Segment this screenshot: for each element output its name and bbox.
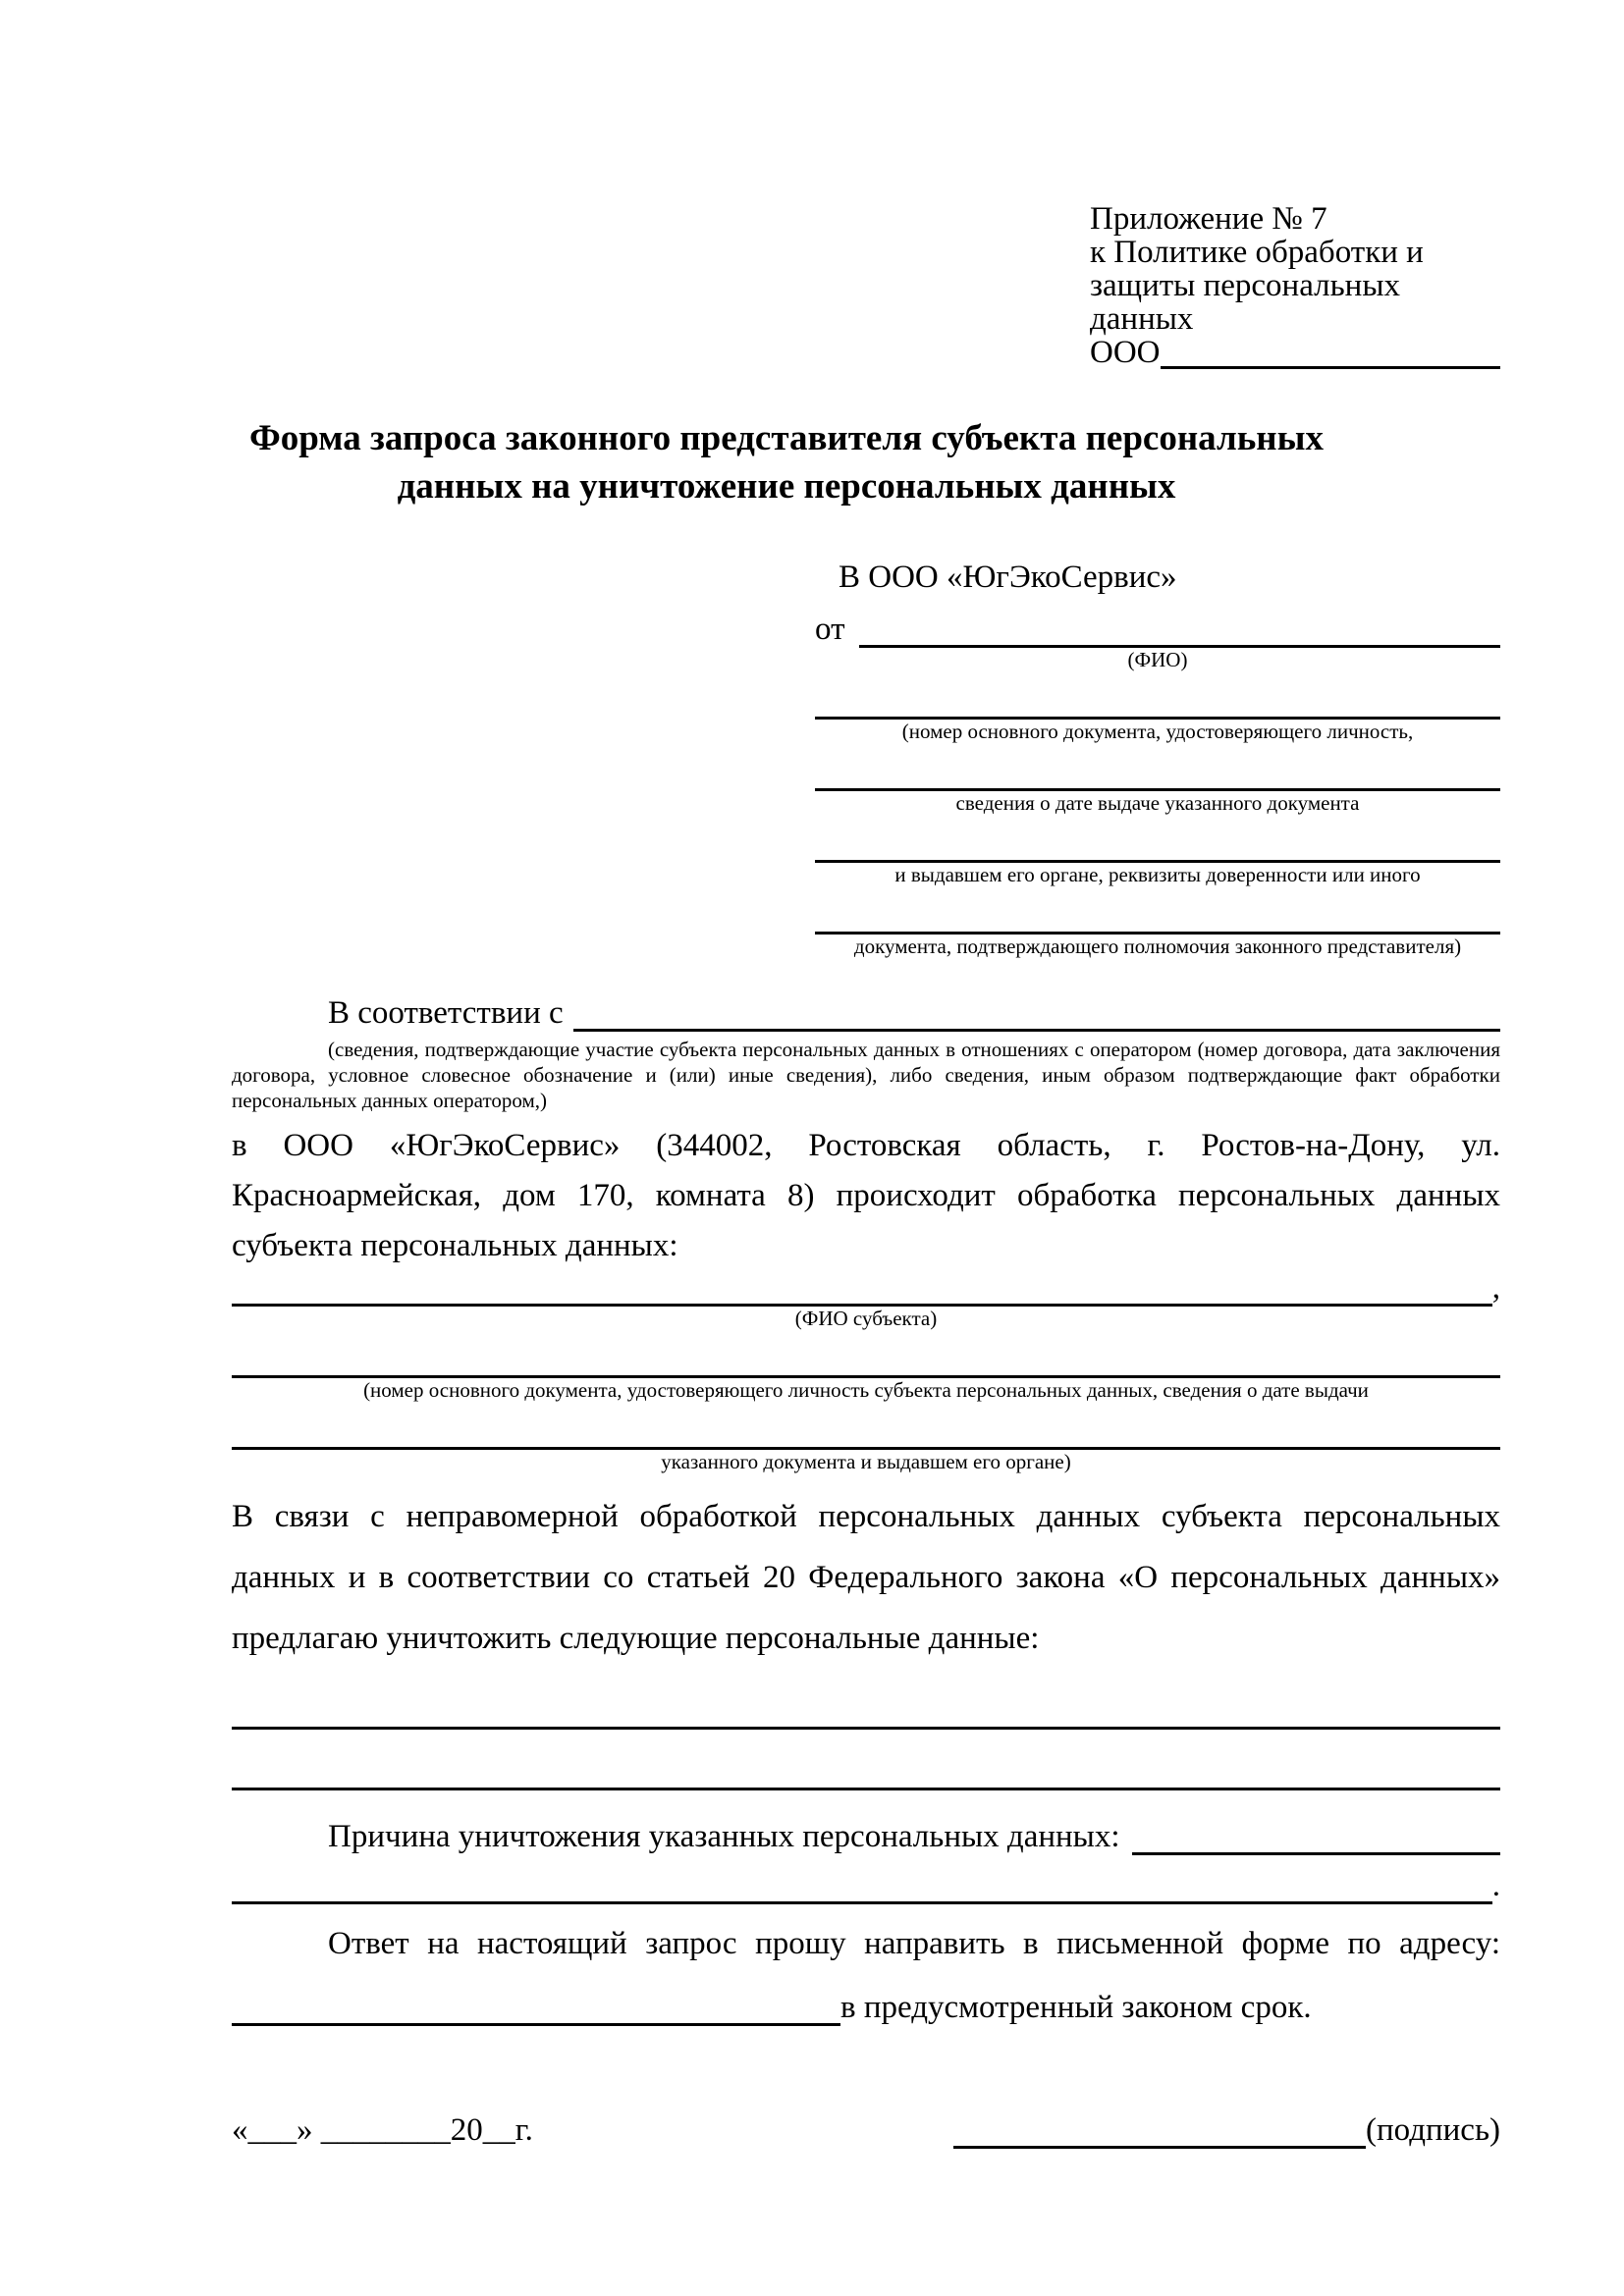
footer-row — [232, 2110, 1500, 2149]
reason-row — [232, 1812, 1500, 1855]
annex-line: защиты персональных данных — [1090, 268, 1400, 337]
reason-blank-line — [1132, 1852, 1500, 1855]
company-name-blank-line — [1161, 366, 1501, 369]
representative-doc-blank-line — [815, 887, 1500, 934]
representative-doc-blank-line — [815, 672, 1500, 720]
data-blank-line — [232, 1727, 1500, 1730]
reply-paragraph-line-1: Ответ на настоящий запрос прошу направить в письменной форме по адресу: — [328, 1926, 1500, 1961]
subject-doc-blank-line — [232, 1403, 1500, 1450]
date-line: «___» ________20__г. — [232, 2112, 533, 2148]
doc-caption: сведения о дате выдаче указанного документа — [955, 791, 1360, 815]
reply-line-2-text: в предусмотренный законом срок. — [840, 1990, 1312, 2025]
signature-block — [953, 2110, 1500, 2149]
subject-doc-caption: (номер основного документа, удостоверяющего личность субъекта персональных данных, сведения о дате выдачи — [363, 1378, 1369, 1402]
annex-line: Приложение № 7 — [1090, 201, 1327, 237]
reason-continuation-row — [232, 1869, 1500, 1904]
representative-doc-blank-line — [815, 816, 1500, 863]
page-content — [232, 0, 1500, 2149]
trailing-period: . — [1491, 1868, 1500, 1903]
fio-caption: (ФИО) — [1127, 648, 1188, 671]
accordance-row — [232, 988, 1500, 1032]
reply-paragraph-line-2 — [232, 1979, 1500, 2026]
from-label: от — [815, 612, 845, 647]
annex-block — [1090, 202, 1500, 369]
subject-fio-caption: (ФИО субъекта) — [794, 1307, 938, 1330]
signature-blank-line — [953, 2110, 1366, 2149]
representative-doc-blank-line — [815, 744, 1500, 791]
subject-doc-blank-line — [232, 1331, 1500, 1378]
request-paragraph: В связи с неправомерной обработкой персональных данных субъекта персональных данных и в соответствии со статьей 20 Федерального закона «О персональных данных» предлагаю уничтожить следующие персональные данные: — [232, 1499, 1500, 1656]
subject-fio-row — [232, 1271, 1500, 1307]
annex-line: к Политике обработки и — [1090, 235, 1424, 270]
accordance-label: В соответствии с — [328, 995, 564, 1031]
accordance-blank-line — [573, 1029, 1500, 1032]
signature-caption: (подпись) — [1366, 2112, 1500, 2148]
reason-label: Причина уничтожения указанных персональных данных: — [328, 1819, 1120, 1854]
subject-doc-caption: указанного документа и выдавшем его органе) — [661, 1450, 1071, 1473]
title-line-2: данных на уничтожение персональных данных — [397, 466, 1176, 507]
doc-caption: документа, подтверждающего полномочия законного представителя) — [853, 934, 1462, 958]
doc-caption: (номер основного документа, удостоверяющего личность, — [901, 720, 1414, 743]
addressee-block — [815, 558, 1500, 959]
trailing-comma: , — [1491, 1270, 1500, 1306]
addressee-company: В ООО «ЮгЭкоСервис» — [839, 560, 1177, 595]
from-row — [815, 605, 1500, 648]
data-blank-line — [232, 1788, 1500, 1790]
title-line-1: Форма запроса законного представителя субъекта персональных — [248, 418, 1324, 458]
document-title — [232, 414, 1341, 510]
annex-company-prefix: ООО — [1090, 335, 1161, 370]
operator-paragraph: в ООО «ЮгЭкоСервис» (344002, Ростовская область, г. Ростов-на-Дону, ул. Красноармейская, дом 170, комната 8) происходит обработка персональных данных субъекта персональных данных: — [232, 1128, 1500, 1263]
annex-company-row — [1090, 336, 1500, 369]
reason-blank-line-2 — [232, 1901, 1492, 1904]
reply-address-blank-line — [232, 1976, 840, 2026]
doc-caption: и выдавшем его органе, реквизиты доверенности или иного — [894, 863, 1421, 886]
accordance-note: (сведения, подтверждающие участие субъекта персональных данных в отношениях с оператором (номер договора, дата заключения договора, условное словесное обозначение и (или) иные сведения), либо сведения, иным образом подтверждающие факт обработки персональных данных оператором,) — [232, 1038, 1500, 1112]
